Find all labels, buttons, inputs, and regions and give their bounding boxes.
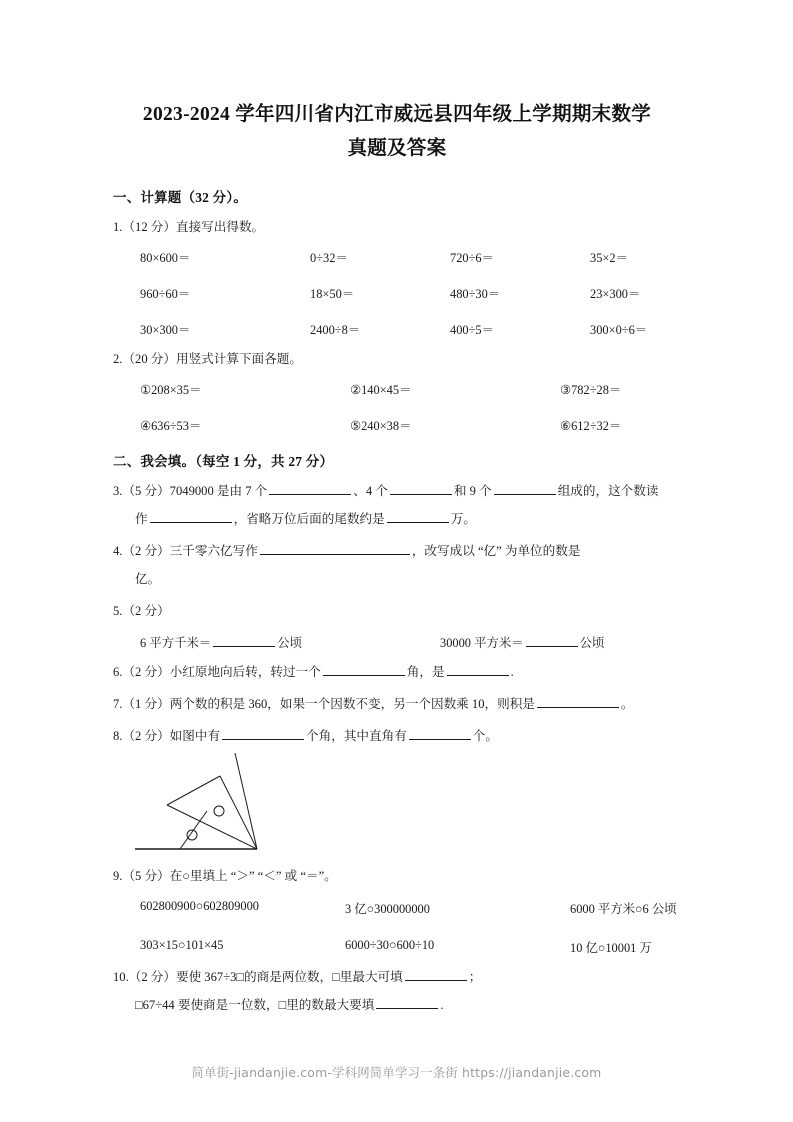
q10-text-c: □67÷44 要使商是一位数，□里的数最大要填 [135, 998, 375, 1012]
q3-text-e: 作 [135, 512, 148, 526]
question-5-grid [113, 633, 681, 651]
angles-figure [135, 753, 365, 855]
calc-item: ②140×45＝ [350, 383, 412, 397]
q8-text-a: 8.（2 分）如图中有 [113, 729, 221, 743]
calc-item: ⑥612÷32＝ [560, 419, 622, 433]
question-5-prompt: 5.（2 分） [113, 604, 170, 618]
q6-text-b: 角，是 [406, 665, 445, 679]
q4-text-c: 亿。 [135, 572, 161, 586]
question-6 [113, 662, 681, 683]
question-3 [113, 481, 681, 502]
question-9-grid [113, 899, 681, 956]
question-1-grid [113, 248, 681, 338]
answer-blank[interactable] [447, 662, 509, 676]
page-content [113, 98, 681, 1016]
q4-text-a: 4.（2 分）三千零六亿写作 [113, 544, 258, 558]
q6-text-c: . [510, 665, 514, 679]
answer-blank[interactable] [526, 633, 578, 647]
answer-blank[interactable] [405, 967, 467, 981]
question-10 [113, 967, 681, 988]
calc-item: ③782÷28＝ [560, 383, 622, 397]
page-title [113, 98, 681, 166]
q10-text-a: 10.（2 分）要使 367÷3□的商是两位数，□里最大可填 [113, 970, 403, 984]
answer-blank[interactable] [409, 726, 471, 740]
calc-item: 960÷60＝ [140, 287, 191, 301]
q3-text-g: 万。 [450, 512, 476, 526]
q6-text-a: 6.（2 分）小红原地向后转，转过一个 [113, 665, 321, 679]
answer-blank[interactable] [390, 481, 452, 495]
question-8-figure [113, 753, 681, 855]
answer-blank[interactable] [323, 662, 405, 676]
question-4 [113, 541, 681, 562]
answer-blank[interactable] [376, 995, 438, 1009]
question-4-line-2 [113, 569, 681, 590]
question-10-line-2 [113, 995, 681, 1016]
comparison-item[interactable]: 602800900○602809000 [140, 899, 259, 913]
answer-blank[interactable] [150, 509, 232, 523]
title-line-1: 2023-2024 学年四川省内江市威远县四年级上学期期末数学 [142, 104, 652, 125]
question-9-prompt: 9.（5 分）在○里填上 “＞” “＜” 或 “＝”。 [113, 869, 337, 883]
calc-item: ⑤240×38＝ [350, 419, 412, 433]
calc-item: 0÷32＝ [310, 251, 348, 265]
question-8 [113, 726, 681, 747]
calc-item: 2400÷8＝ [310, 323, 361, 337]
answer-blank[interactable] [222, 726, 304, 740]
q5-left-a: 6 平方千米＝ [140, 636, 212, 650]
section-heading-1: 一、计算题（32 分）。 [113, 190, 248, 205]
section-heading-2: 二、我会填。（每空 1 分，共 27 分） [113, 454, 334, 469]
question-2-prompt: 2.（20 分）用竖式计算下面各题。 [113, 352, 302, 366]
title-line-2: 真题及答案 [347, 138, 447, 159]
q3-text-b: 、4 个 [353, 484, 388, 498]
calc-item: 720÷6＝ [450, 251, 494, 265]
comparison-item[interactable]: 10 亿○10001 万 [570, 941, 652, 955]
answer-blank[interactable] [494, 481, 556, 495]
calc-item: 300×0÷6＝ [590, 323, 648, 337]
calc-item: 480÷30＝ [450, 287, 501, 301]
q5-left-b: 公顷 [277, 636, 303, 650]
unit-conversion-left [140, 633, 440, 651]
q5-right-a: 30000 平方米＝ [440, 636, 524, 650]
comparison-item[interactable]: 3 亿○300000000 [345, 902, 430, 916]
q4-text-b: ，改写成以 “亿” 为单位的数是 [411, 544, 581, 558]
question-1-prompt: 1.（12 分）直接写出得数。 [113, 220, 265, 234]
q10-text-b: ； [468, 970, 482, 984]
q8-text-c: 个。 [472, 729, 498, 743]
q3-text-f: ，省略万位后面的尾数约是 [233, 512, 385, 526]
footer-watermark: 简单街-jiandanjie.com-学科网简单学习一条街 https://jiandanjie.com [191, 1065, 602, 1080]
q7-text-a: 7.（1 分）两个数的积是 360，如果一个因数不变，另一个因数乘 10，则积是 [113, 697, 535, 711]
unit-conversion-right [440, 633, 681, 651]
q7-text-b: 。 [620, 697, 634, 711]
answer-blank[interactable] [260, 541, 410, 555]
calc-item: 400÷5＝ [450, 323, 494, 337]
calc-item: 35×2＝ [590, 251, 628, 265]
q8-text-b: 个角，其中直角有 [306, 729, 407, 743]
question-7 [113, 694, 681, 715]
question-3-line-2 [113, 509, 681, 530]
comparison-item[interactable]: 303×15○101×45 [140, 938, 224, 952]
calc-item: 18×50＝ [310, 287, 355, 301]
calc-item: 30×300＝ [140, 323, 191, 337]
q3-text-d: 组成的，这个数读 [557, 484, 659, 498]
calc-item: ①208×35＝ [140, 383, 202, 397]
q3-text-a: 3.（5 分）7049000 是由 7 个 [113, 484, 268, 498]
calc-item: ④636÷53＝ [140, 419, 202, 433]
answer-blank[interactable] [269, 481, 351, 495]
question-2-grid [113, 380, 681, 434]
answer-blank[interactable] [387, 509, 449, 523]
q10-text-d: . [440, 998, 444, 1012]
answer-blank[interactable] [537, 694, 619, 708]
q3-text-c: 和 9 个 [453, 484, 492, 498]
comparison-item[interactable]: 6000 平方米○6 公顷 [570, 902, 677, 916]
answer-blank[interactable] [213, 633, 275, 647]
q5-right-b: 公顷 [579, 636, 605, 650]
calc-item: 80×600＝ [140, 251, 191, 265]
calc-item: 23×300＝ [590, 287, 641, 301]
comparison-item[interactable]: 6000÷30○600÷10 [345, 938, 435, 952]
